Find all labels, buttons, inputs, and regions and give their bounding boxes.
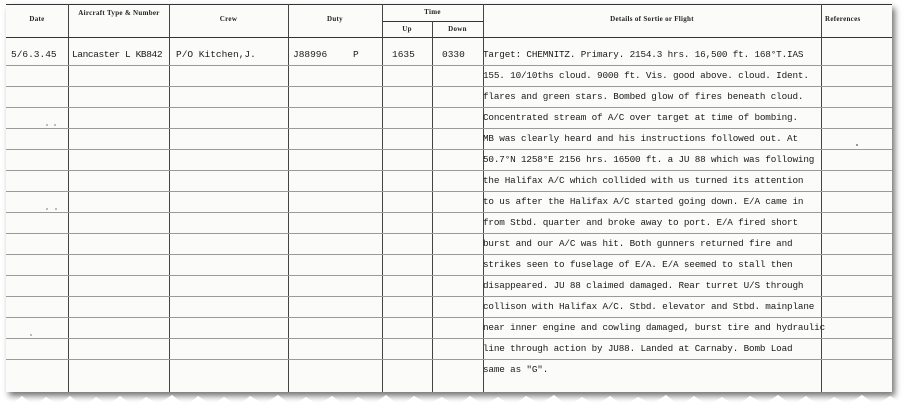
details-line: Target: CHEMNITZ. Primary. 2154.3 hrs. 16,500 ft. 168°T.IAS <box>483 49 804 60</box>
details-line: strikes seen to fuselage of E/A. E/A seemed to stall then <box>483 259 793 270</box>
details-line: burst and our A/C was hit. Both gunners returned fire and <box>483 238 793 249</box>
header-date: Date <box>29 15 45 23</box>
row-rule <box>6 86 892 87</box>
row-rule <box>6 275 892 276</box>
col-rule-up <box>432 21 433 392</box>
header-time-down: Down <box>448 25 467 33</box>
scan-speck <box>55 208 57 210</box>
operations-record-sheet <box>6 4 892 392</box>
details-line: MB was clearly heard and his instructions followed out. At <box>483 133 798 144</box>
torn-edge <box>0 384 910 414</box>
row-rule <box>6 170 892 171</box>
details-line: line through action by JU88. Landed at Carnaby. Bomb Load <box>483 343 793 354</box>
header-aircraft: Aircraft Type & Number <box>78 9 160 17</box>
entry-duty-role: P <box>353 49 359 60</box>
row-rule <box>6 359 892 360</box>
row-rule <box>6 254 892 255</box>
entry-date: 5/6.3.45 <box>11 49 57 60</box>
header-bottom-rule <box>6 37 892 38</box>
entry-duty-code: J88996 <box>293 49 328 60</box>
row-rule <box>6 233 892 234</box>
scan-speck <box>46 208 48 210</box>
col-rule-details <box>821 4 822 392</box>
entry-crew: P/O Kitchen,J. <box>176 49 256 60</box>
header-references: References <box>825 15 861 23</box>
scan-speck <box>30 334 32 336</box>
details-line: flares and green stars. Bombed glow of fires beneath cloud. <box>483 91 804 102</box>
entry-aircraft: Lancaster L KB842 <box>72 49 163 60</box>
details-line: collison with Halifax A/C. Stbd. elevator and Stbd. mainplane <box>483 301 815 312</box>
row-rule <box>6 107 892 108</box>
col-rule-duty <box>382 4 383 392</box>
col-rule-date <box>68 4 69 392</box>
row-rule <box>6 212 892 213</box>
scan-speck <box>54 124 56 126</box>
row-rule <box>6 338 892 339</box>
details-line: from Stbd. quarter and broke away to port. E/A fired short <box>483 217 798 228</box>
entry-time-up: 1635 <box>392 49 415 60</box>
details-line: the Halifax A/C which collided with us turned its attention <box>483 175 804 186</box>
header-time: Time <box>424 8 441 16</box>
details-line: same as "G". <box>483 364 549 375</box>
row-rule <box>6 128 892 129</box>
header-time-up: Up <box>402 25 412 33</box>
header-duty: Duty <box>327 15 343 23</box>
details-line: near inner engine and cowling damaged, burst tire and hydraulic <box>483 322 826 333</box>
details-line: Concentrated stream of A/C over target at time of bombing. <box>483 112 798 123</box>
details-line: 155. 10/10ths cloud. 9000 ft. Vis. good above. cloud. Ident. <box>483 70 809 81</box>
scan-speck <box>856 144 858 146</box>
row-rule <box>6 65 892 66</box>
details-line: to us after the Halifax A/C started going down. E/A came in <box>483 196 804 207</box>
row-rule <box>6 296 892 297</box>
header-crew: Crew <box>219 15 238 23</box>
entry-time-down: 0330 <box>442 49 465 60</box>
details-line: disappeared. JU 88 claimed damaged. Rear turret U/S through <box>483 280 804 291</box>
row-rule <box>6 149 892 150</box>
details-line: 50.7°N 1258°E 2156 hrs. 16500 ft. a JU 88 which was following <box>483 154 815 165</box>
col-rule-crew <box>288 4 289 392</box>
row-rule <box>6 317 892 318</box>
scan-speck <box>46 124 48 126</box>
header-top-rule <box>6 4 892 5</box>
col-rule-aircraft <box>169 4 170 392</box>
header-details: Details of Sortie or Flight <box>610 15 694 23</box>
row-rule <box>6 191 892 192</box>
